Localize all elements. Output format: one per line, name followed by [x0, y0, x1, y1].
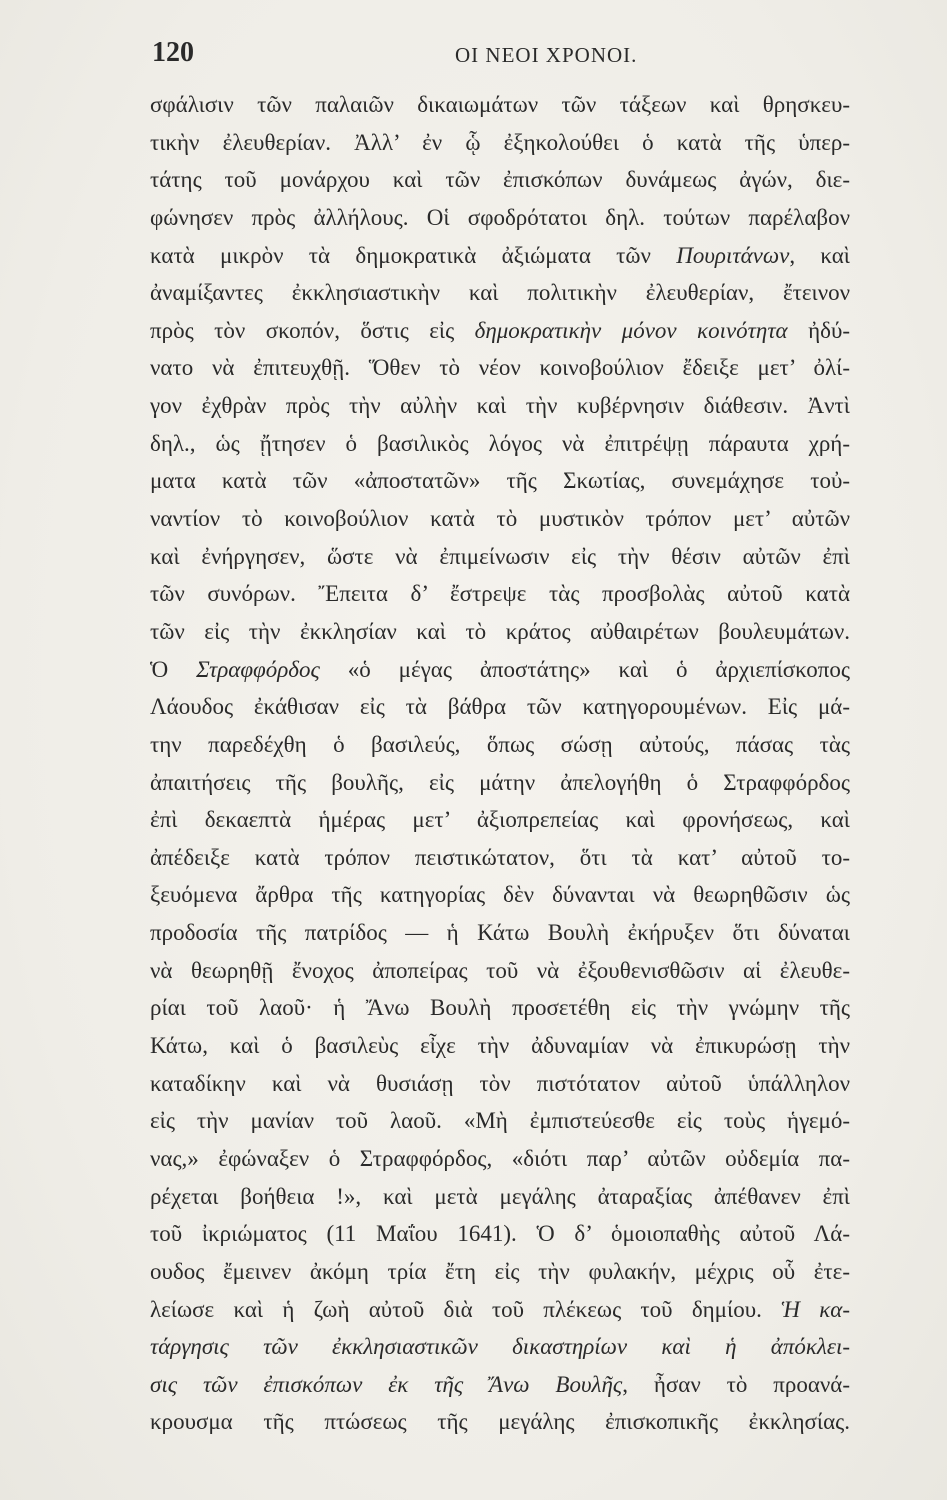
text-line: [150, 349, 850, 387]
text-line: [150, 124, 850, 162]
text-run: «ὁ μέγας ἀποστάτης» καὶ ὁ ἀρχιεπίσκοπος: [319, 656, 850, 682]
text-line: [150, 237, 850, 275]
text-run: σφάλισιν τῶν παλαιῶν δικαιωμάτων τῶν τάξεων καὶ θρησκευ-: [150, 92, 850, 117]
text-run: καὶ ἐνήργησεν, ὥστε νὰ ἐπιμείνωσιν εἰς τὴν θέσιν αὐτῶν ἐπὶ: [150, 543, 850, 569]
text-line: [150, 1291, 850, 1329]
text-line: [150, 1366, 850, 1404]
italic-phrase: Ἡ κα-: [781, 1296, 850, 1322]
text-run: γον ἐχθρὰν πρὸς τὴν αὐλὴν καὶ τὴν κυβέρνησιν διάθεσιν. Ἀντὶ: [150, 393, 850, 419]
text-line: [150, 161, 850, 199]
text-run: νὰ θεωρηθῇ ἔνοχος ἀποπείρας τοῦ νὰ ἐξουθενισθῶσιν αἱ ἐλευθε-: [150, 957, 850, 983]
text-run: νας,» ἐφώναξεν ὁ Στραφφόρδος, «διότι παρ’ αὐτῶν οὐδεμία πα-: [150, 1145, 850, 1171]
text-line: [150, 651, 850, 689]
text-line: [150, 613, 850, 651]
text-run: ρέχεται βοήθεια !», καὶ μετὰ μεγάλης ἀταραξίας ἀπέθανεν ἐπὶ: [150, 1183, 850, 1209]
italic-phrase: Στραφφόρδος: [196, 656, 320, 682]
text-run: ἀπέδειξε κατὰ τρόπον πειστικώτατον, ὅτι τὰ κατ’ αὐτοῦ το-: [150, 844, 850, 870]
running-title: ΟΙ ΝΕΟΙ ΧΡΟΝΟΙ.: [455, 43, 638, 67]
text-run: τῶν συνόρων. Ἔπειτα δ’ ἔστρεψε τὰς προσβολὰς αὐτοῦ κατὰ: [150, 581, 850, 607]
text-run: νατο νὰ ἐπιτευχθῇ. Ὅθεν τὸ νέον κοινοβούλιον ἔδειξε μετ’ ὀλί-: [150, 355, 850, 381]
text-line: [150, 1328, 850, 1366]
text-run: , καὶ: [789, 242, 850, 268]
text-line: [150, 1253, 850, 1291]
text-line: [150, 575, 850, 613]
text-run: ξευόμενα ἄρθρα τῆς κατηγορίας δὲν δύνανται νὰ θεωρηθῶσιν ὡς: [150, 882, 850, 908]
page-number: 120: [152, 37, 194, 68]
text-run: , ἦσαν τὸ προανά-: [622, 1371, 850, 1397]
italic-phrase: δημοκρατικὴν μόνον κοινότητα: [474, 317, 788, 343]
text-run: τάτης τοῦ μονάρχου καὶ τῶν ἐπισκόπων δυνάμεως ἀγών, διε-: [150, 167, 850, 193]
text-run: Λάουδος ἐκάθισαν εἰς τὰ βάθρα τῶν κατηγορουμένων. Εἰς μά-: [150, 694, 850, 720]
text-line: [150, 876, 850, 914]
text-run: κατὰ μικρὸν τὰ δημοκρατικὰ ἀξιώματα τῶν: [150, 242, 677, 268]
text-line: [150, 387, 850, 425]
text-line: [150, 425, 850, 463]
italic-phrase: τάργησις τῶν ἐκκλησιαστικῶν δικαστηρίων καὶ ἡ ἀπόκλει-: [150, 1334, 850, 1360]
text-run: τικὴν ἐλευθερίαν. Ἀλλ’ ἐν ᾧ ἐξηκολούθει ὁ κατὰ τῆς ὑπερ-: [150, 129, 850, 155]
text-run: ρίαι τοῦ λαοῦ· ἡ Ἄνω Βουλὴ προσετέθη εἰς τὴν γνώμην τῆς: [150, 995, 850, 1021]
text-run: κρουσμα τῆς πτώσεως τῆς μεγάλης ἐπισκοπικῆς ἐκκλησίας.: [150, 1409, 850, 1435]
text-line: [150, 1027, 850, 1065]
text-line: [150, 1403, 850, 1441]
text-line: [150, 801, 850, 839]
italic-phrase: Πουριτάνων: [676, 242, 790, 268]
text-run: την παρεδέχθη ὁ βασιλεύς, ὅπως σώσῃ αὐτούς, πάσας τὰς: [150, 731, 850, 757]
text-line: [150, 952, 850, 990]
text-line: [150, 86, 850, 124]
text-run: ματα κατὰ τῶν «ἀποστατῶν» τῆς Σκωτίας, συνεμάχησε τοὐ-: [150, 468, 850, 494]
text-line: [150, 726, 850, 764]
text-run: προδοσία τῆς πατρίδος — ἡ Κάτω Βουλὴ ἐκήρυξεν ὅτι δύναται: [150, 920, 850, 946]
text-line: [150, 688, 850, 726]
text-line: [150, 914, 850, 952]
text-run: εἰς τὴν μανίαν τοῦ λαοῦ. «Μὴ ἐμπιστεύεσθε εἰς τοὺς ἡγεμό-: [150, 1108, 850, 1134]
text-run: ἐπὶ δεκαεπτὰ ἡμέρας μετ’ ἀξιοπρεπείας καὶ φρονήσεως, καὶ: [150, 807, 850, 833]
text-run: φώνησεν πρὸς ἀλλήλους. Οἱ σφοδρότατοι δηλ. τούτων παρέλαβον: [150, 204, 850, 230]
text-run: Ὁ: [150, 656, 197, 682]
text-run: λείωσε καὶ ἡ ζωὴ αὐτοῦ διὰ τοῦ πλέκεως τοῦ δημίου.: [150, 1296, 782, 1322]
text-line: [150, 462, 850, 500]
text-run: ἠδύ-: [787, 317, 850, 343]
text-run: πρὸς τὸν σκοπόν, ὅστις εἰς: [150, 317, 475, 343]
text-run: καταδίκην καὶ νὰ θυσιάσῃ τὸν πιστότατον αὐτοῦ ὑπάλληλον: [150, 1070, 850, 1096]
text-line: [150, 1178, 850, 1216]
text-run: ναντίον τὸ κοινοβούλιον κατὰ τὸ μυστικὸν τρόπον μετ’ αὐτῶν: [150, 506, 850, 532]
text-line: [150, 764, 850, 802]
text-line: [150, 839, 850, 877]
text-line: [150, 1215, 850, 1253]
text-run: ἀναμίξαντες ἐκκλησιαστικὴν καὶ πολιτικὴν ἐλευθερίαν, ἔτεινον: [150, 280, 850, 306]
text-line: [150, 199, 850, 237]
text-run: τοῦ ἰκριώματος (11 Μαΐου 1641). Ὁ δ’ ὁμοιοπαθὴς αὐτοῦ Λά-: [150, 1221, 850, 1247]
body-text: [150, 86, 850, 1441]
text-line: [150, 1140, 850, 1178]
text-line: [150, 500, 850, 538]
text-line: [150, 538, 850, 576]
text-run: δηλ., ὡς ᾔτησεν ὁ βασιλικὸς λόγος νὰ ἐπιτρέψῃ πάραυτα χρή-: [150, 430, 850, 456]
text-run: τῶν εἰς τὴν ἐκκλησίαν καὶ τὸ κράτος αὐθαιρέτων βουλευμάτων.: [150, 618, 850, 644]
text-line: [150, 1102, 850, 1140]
italic-phrase: σις τῶν ἐπισκόπων ἐκ τῆς Ἄνω Βουλῆς: [150, 1371, 623, 1397]
text-run: Κάτω, καὶ ὁ βασιλεὺς εἶχε τὴν ἀδυναμίαν νὰ ἐπικυρώσῃ τὴν: [150, 1033, 850, 1059]
text-line: [150, 989, 850, 1027]
text-run: ουδος ἔμεινεν ἀκόμη τρία ἔτη εἰς τὴν φυλακήν, μέχρις οὗ ἐτε-: [150, 1258, 850, 1284]
text-line: [150, 312, 850, 350]
text-line: [150, 1065, 850, 1103]
text-run: ἀπαιτήσεις τῆς βουλῆς, εἰς μάτην ἀπελογήθη ὁ Στραφφόρδος: [150, 769, 850, 795]
text-line: [150, 274, 850, 312]
